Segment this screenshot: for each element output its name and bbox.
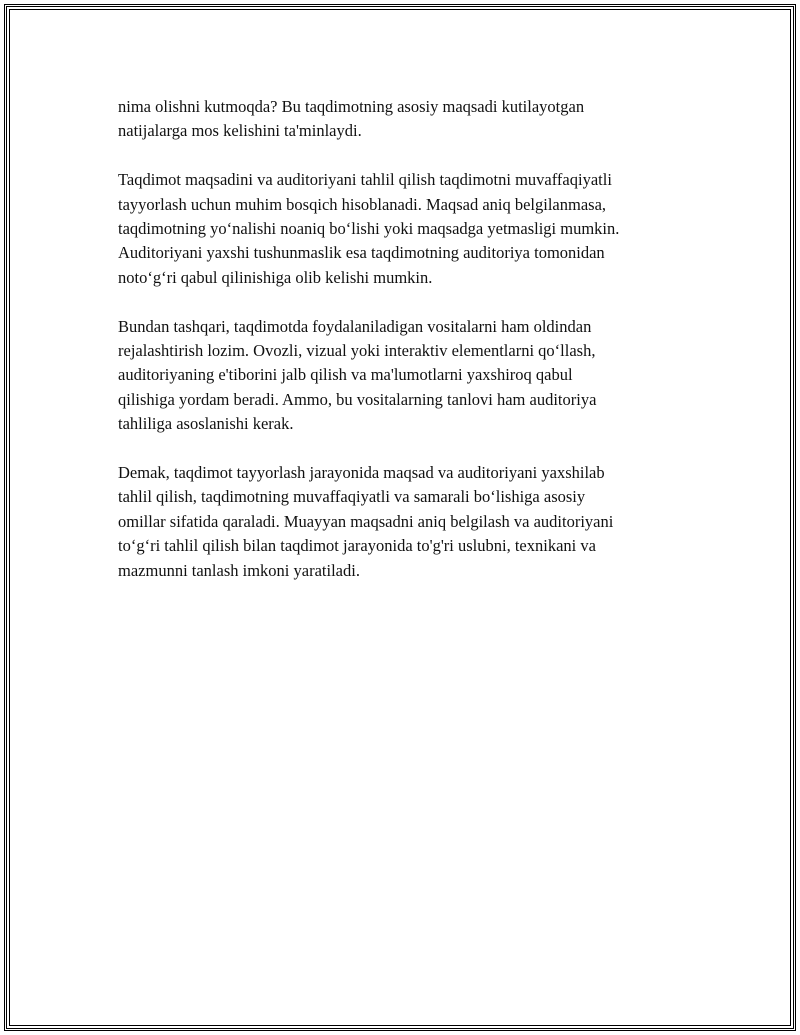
text-line: taqdimotning yo‘nalishi noaniq bo‘lishi yoki maqsadga yetmasligi mumkin. bbox=[118, 219, 620, 239]
text-line: rejalashtirish lozim. Ovozli, vizual yoki interaktiv elementlarni qo‘llash, bbox=[118, 341, 596, 361]
text-line: omillar sifatida qaraladi. Muayyan maqsadni aniq belgilash va auditoriyani bbox=[118, 511, 614, 531]
text-line: tahliliga asoslanishi kerak. bbox=[118, 414, 294, 434]
text-line: Taqdimot maqsadini va auditoriyani tahlil qilish taqdimotni muvaffaqiyatli bbox=[118, 170, 612, 190]
text-line: to‘g‘ri tahlil qilish bilan taqdimot jarayonida to'g'ri uslubni, texnikani va bbox=[118, 536, 596, 556]
paragraph-1 bbox=[118, 95, 698, 144]
text-line: auditoriyaning e'tiborini jalb qilish va ma'lumotlarni yaxshiroq qabul bbox=[118, 365, 573, 385]
text-line: natijalarga mos kelishini ta'minlaydi. bbox=[118, 121, 362, 141]
text-line: noto‘g‘ri qabul qilinishiga olib kelishi mumkin. bbox=[118, 267, 433, 287]
text-line: mazmunni tanlash imkoni yaratiladi. bbox=[118, 560, 360, 580]
text-line: nima olishni kutmoqda? Bu taqdimotning asosiy maqsadi kutilayotgan bbox=[118, 97, 585, 116]
text-line: Demak, taqdimot tayyorlash jarayonida maqsad va auditoriyani yaxshilab bbox=[118, 463, 605, 483]
document-body bbox=[118, 95, 698, 607]
text-line: tayyorlash uchun muhim bosqich hisoblanadi. Maqsad aniq belgilanmasa, bbox=[118, 194, 607, 214]
paragraph-2 bbox=[118, 168, 698, 290]
text-line: tahlil qilish, taqdimotning muvaffaqiyatli va samarali bo‘lishiga asosiy bbox=[118, 487, 586, 507]
text-line: Auditoriyani yaxshi tushunmaslik esa taqdimotning auditoriya tomonidan bbox=[118, 243, 605, 263]
paragraph-3 bbox=[118, 315, 698, 437]
text-line: qilishiga yordam beradi. Ammo, bu vositalarning tanlovi ham auditoriya bbox=[118, 389, 597, 409]
paragraph-4 bbox=[118, 461, 698, 583]
text-line: Bundan tashqari, taqdimotda foydalaniladigan vositalarni ham oldindan bbox=[118, 316, 592, 336]
